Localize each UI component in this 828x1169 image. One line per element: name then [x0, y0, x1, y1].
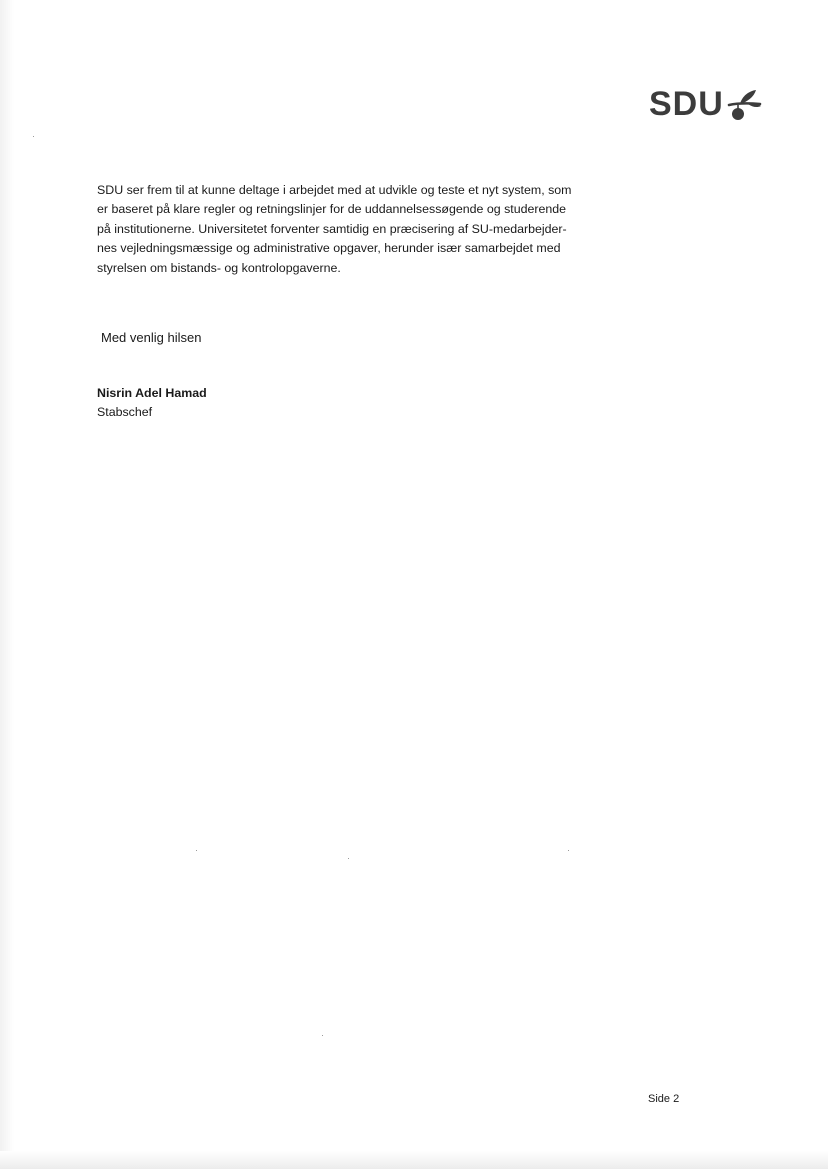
- body-line: SDU ser frem til at kunne deltage i arbejdet med at udvikle og teste et nyt system, som: [97, 183, 572, 197]
- letter-body: [97, 181, 587, 278]
- closing-greeting: Med venlig hilsen: [101, 330, 202, 345]
- olive-branch-icon: [726, 88, 762, 122]
- page-number: Side 2: [648, 1093, 680, 1105]
- logo-text: SDU: [649, 85, 724, 123]
- body-line: styrelsen om bistands- og kontrolopgaverne.: [97, 260, 341, 275]
- signer-name: Nisrin Adel Hamad: [97, 386, 207, 400]
- body-line: på institutionerne. Universitetet forventer samtidig en præcisering af SU-medarbejder-: [97, 221, 567, 236]
- scan-speck: [348, 858, 349, 859]
- scan-edge-left: [0, 0, 14, 1169]
- signer-title: Stabschef: [97, 405, 153, 419]
- scan-speck: [33, 136, 34, 137]
- sdu-logo: [649, 84, 762, 124]
- body-line: nes vejledningsmæssige og administrative opgaver, herunder især samarbejdet med: [97, 241, 561, 256]
- scan-speck: [196, 850, 197, 851]
- body-line: er baseret på klare regler og retningslinjer for de uddannelsessøgende og studerende: [97, 202, 567, 217]
- scan-speck: [322, 1035, 323, 1036]
- scan-speck: [568, 850, 569, 851]
- scan-edge-bottom: [0, 1151, 828, 1169]
